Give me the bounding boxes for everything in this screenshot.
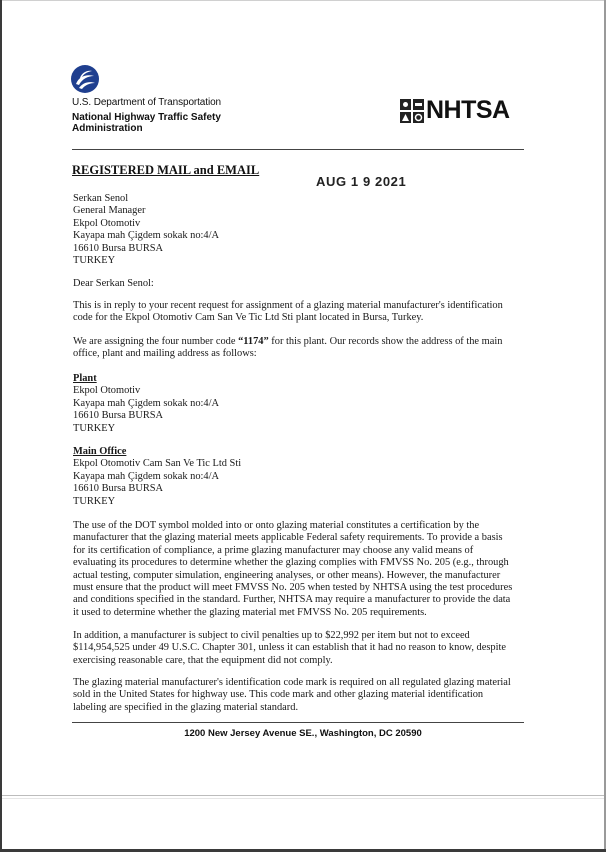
recipient-company: Ekpol Otomotiv <box>73 217 141 229</box>
text-line: 16610 Bursa BURSA <box>73 410 164 422</box>
text-line: for its certification of compliance, a prime glazing manufacturer may choose any valid means of <box>73 544 474 556</box>
recipient-city: 16610 Bursa BURSA <box>73 242 164 254</box>
text-line: labeling are specified in the glazing material standard. <box>73 701 299 713</box>
text-line: office, plant and mailing address as follows: <box>73 348 257 360</box>
text-line: actual testing, computer simulation, engineering analyses, or other means). However, the manufacturer <box>73 569 501 581</box>
paragraph-certification <box>73 520 525 619</box>
text-line: evaluating its procedures to determine whether the glazing complies with FMVSS No. 205 (e.g., through <box>73 557 509 569</box>
text-line: code for the Ekpol Otomotiv Cam San Ve Tic Ltd Sti plant located in Bursa, Turkey. <box>73 312 424 324</box>
recipient-country: TURKEY <box>73 255 116 267</box>
text-line: manufacturer that the glazing material meets applicable Federal safety requirements. To provide a basis <box>73 532 503 544</box>
page-break-line <box>2 798 604 799</box>
text-line: $114,954,525 under 49 U.S.C. Chapter 301, unless it can establish that it had no reason to know, despite <box>73 642 506 654</box>
text-line: must ensure that the product will meet FMVSS No. 205 when tested by NHTSA using the test procedures <box>73 582 513 594</box>
salutation: Dear Serkan Senol: <box>73 278 154 289</box>
text-line: This is in reply to your recent request for assignment of a glazing material manufacturer's identification <box>73 300 503 311</box>
page-break-line <box>2 795 604 796</box>
footer-divider <box>72 722 524 723</box>
text-line: it used to determine whether the glazing material met FMVSS No. 205 requirements. <box>73 606 427 618</box>
main-office-address <box>73 446 525 508</box>
paragraph-reply <box>73 300 525 325</box>
nhtsa-safety-icons <box>400 99 424 123</box>
text-line: Kayapa mah Çigdem sokak no:4/A <box>73 397 220 409</box>
text-line: sold in the United States for highway use. This code mark and other glazing material identification <box>73 689 484 701</box>
header-divider <box>72 149 524 150</box>
text-line: In addition, a manufacturer is subject to civil penalties up to $22,992 per item but not to exceed <box>73 630 470 641</box>
recipient-street: Kayapa mah Çigdem sokak no:4/A <box>73 230 220 242</box>
text-line: 16610 Bursa BURSA <box>73 483 164 495</box>
paragraph-code-mark <box>73 677 525 714</box>
plant-address <box>73 373 525 435</box>
text-line: Ekpol Otomotiv Cam San Ve Tic Ltd Sti <box>73 458 242 470</box>
main-office-heading: Main Office <box>73 446 127 457</box>
text-line: exercising reasonable care, that the equipment did not comply. <box>73 654 333 666</box>
date-stamp: AUG 1 9 2021 <box>316 174 407 189</box>
recipient-title: General Manager <box>73 205 146 217</box>
paragraph-code-assignment <box>73 336 525 361</box>
text-line: and conditions specified in the standard. Further, NHTSA may require a manufacturer to provide the data <box>73 594 511 606</box>
assigned-code: “1174” <box>238 336 269 347</box>
page-border-top <box>0 0 606 1</box>
department-name: U.S. Department of Transportation <box>72 97 221 108</box>
recipient-address <box>73 193 525 267</box>
agency-name: National Highway Traffic Safety Administration <box>72 112 221 134</box>
nhtsa-logo-text: NHTSA <box>426 96 510 124</box>
text-line: Ekpol Otomotiv <box>73 385 141 397</box>
text-line: TURKEY <box>73 422 116 434</box>
paragraph-penalties <box>73 630 525 667</box>
text-line: We are assigning the four number code “1174” for this plant. Our records show the address of the main <box>73 336 503 347</box>
dot-logo-icon <box>70 64 100 94</box>
text-line: TURKEY <box>73 495 116 507</box>
mail-type-heading: REGISTERED MAIL and EMAIL <box>72 163 260 177</box>
plant-heading: Plant <box>73 373 97 384</box>
page-border-left <box>0 0 2 852</box>
text-line: The use of the DOT symbol molded into or onto glazing material constitutes a certification by the <box>73 520 480 531</box>
text-line: Kayapa mah Çigdem sokak no:4/A <box>73 470 220 482</box>
recipient-name: Serkan Senol <box>73 193 129 204</box>
text-line: The glazing material manufacturer's identification code mark is required on all regulated glazing material <box>73 677 511 688</box>
footer-address: 1200 New Jersey Avenue SE., Washington, DC 20590 <box>184 728 422 739</box>
